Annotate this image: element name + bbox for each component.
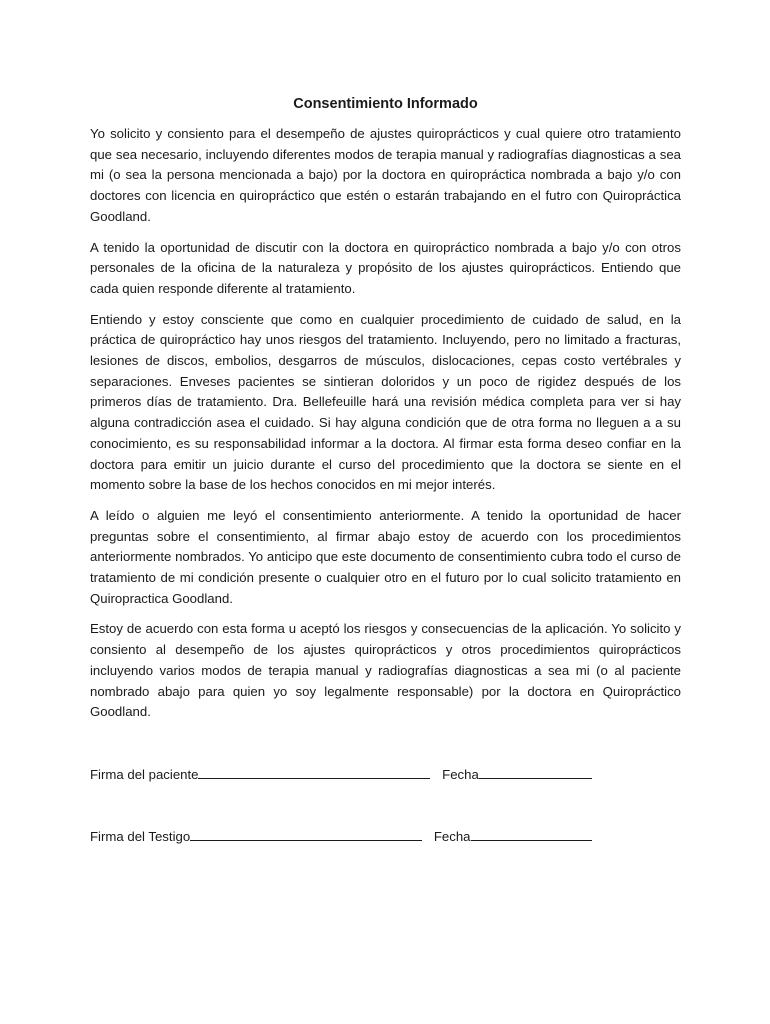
patient-signature-row xyxy=(90,764,592,784)
paragraph-risks: Entiendo y estoy consciente que como en cualquier procedimiento de cuidado de salud, en la práctica de quiropráctico hay unos riesgos del tratamiento. Incluyendo, pero no limitado a fracturas, lesiones de discos, embolios, desgarros de músculos, dislocaciones, cepas costo vertébrales y separaciones. Enveses pacientes se sintieran doloridos y un poco de rigidez después de los primeros días de tratamiento. Dra. Bellefeuille hará una revisión médica completa para ver si hay alguna contradicción asea el cuidado. Si hay alguna condición que de otra forma no lleguen a a su conocimiento, es su responsabilidad informar a la doctora. Al firmar esta forma deseo confiar en la doctora para emitir un juicio durante el curso del procedimiento que la doctora se siente en el momento sobre la base de los hechos conocidos en mi mejor interés. xyxy=(90,311,681,493)
paragraph-consent-request: Yo solicito y consiento para el desempeño de ajustes quiroprácticos y cual quiere otro tratamiento que sea necesario, incluyendo diferentes modos de terapia manual y radiografías diagnosticas a sea mi (o sea la persona mencionada a bajo) por la doctora en quiropráctica nombrada a bajo y/o con doctores con licencia en quiropráctico que estén o estarán trabajando en el futro con Quiropráctica Goodland. xyxy=(90,126,681,224)
witness-date-line[interactable] xyxy=(471,826,592,841)
paragraph-acknowledgement: A leído o alguien me leyó el consentimiento anteriormente. A tenido la oportunidad de hacer preguntas sobre el consentimiento, al firmar abajo estoy de acuerdo con los procedimientos anteriormente nombrados. Yo anticipo que este documento de consentimiento cubra todo el curso de tratamiento de mi condición presente o cualquier otro en el futuro por lo cual solicito tratamiento en Quiropractica Goodland. xyxy=(90,507,681,606)
patient-date-label: Fecha xyxy=(442,767,479,782)
paragraph-agreement: Estoy de acuerdo con esta forma u aceptó los riesgos y consecuencias de la aplicación. Yo solicito y consiento al desempeño de los ajustes quiroprácticos y otros procedimientos quiroprácticos incluyendo varios modos de terapia manual y radiografías diagnosticas a sea mi (o al paciente nombrado abajo para quien yo soy legalmente responsable) por la doctora en Quiropráctico Goodland. xyxy=(90,621,681,720)
document-title: Consentimiento Informado xyxy=(293,96,478,112)
witness-signature-label: Firma del Testigo xyxy=(90,829,191,844)
witness-date-label: Fecha xyxy=(433,829,471,844)
witness-signature-row xyxy=(90,826,592,846)
patient-date-line[interactable] xyxy=(479,764,592,779)
patient-signature-label: Firma del paciente xyxy=(90,767,199,782)
patient-signature-line[interactable] xyxy=(198,764,430,779)
consent-document xyxy=(90,94,681,733)
witness-signature-line[interactable] xyxy=(190,826,422,841)
paragraph-discussion: A tenido la oportunidad de discutir con la doctora en quiropráctico nombrada a bajo y/o con otros personales de la oficina de la naturaleza y propósito de los ajustes quiroprácticos. Entiendo que cada quien responde diferente al tratamiento. xyxy=(90,239,681,296)
